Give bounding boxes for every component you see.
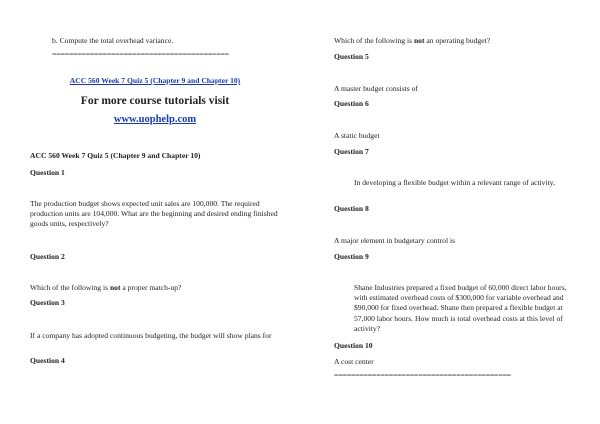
question-6-text: A static budget (334, 131, 380, 140)
compute-line: b. Compute the total overhead variance. (52, 36, 174, 45)
question-2-label: Question 2 (30, 252, 65, 261)
quiz-heading: ACC 560 Week 7 Quiz 5 (Chapter 9 and Chapter 10) (30, 151, 201, 160)
question-4-text-bold: not (413, 36, 425, 45)
separator-top: ========================================== (52, 50, 229, 59)
question-5-label: Question 5 (334, 52, 369, 61)
question-4-text-b: an operating budget? (424, 36, 491, 45)
question-6-label: Question 6 (334, 99, 369, 108)
question-4-text-a: Which of the following is (334, 36, 414, 45)
question-10-text: A cost center (334, 357, 374, 366)
question-8-label: Question 8 (334, 204, 369, 213)
question-5-text: A master budget consists of (334, 84, 418, 93)
course-link[interactable] (30, 76, 280, 86)
site-link-text[interactable]: www.uophelp.com (113, 114, 197, 125)
question-7-text: In developing a flexible budget within a relevant range of activity, (354, 178, 555, 187)
question-7-label: Question 7 (334, 147, 369, 156)
separator-bottom: ========================================== (334, 371, 511, 380)
question-9-text: Shane Industries prepared a fixed budget of 60,000 direct labor hours, with estimated overhead costs of $300,000 for variable overhead and $90,000 for fixed overhead. Shane then prepared a flexible budget at 57,000 labor hours. How much is total overhead costs at this level of activity? (354, 283, 567, 333)
visit-text: For more course tutorials visit (80, 95, 230, 107)
question-1-label: Question 1 (30, 168, 65, 177)
question-8-text: A major element in budgetary control is (334, 236, 456, 245)
site-link[interactable] (30, 115, 280, 125)
question-1-text: The production budget shows expected unit sales are 100,000. The required production units are 104,000. What are the beginning and desired ending finished goods units, respectively? (30, 199, 278, 229)
question-2-text (30, 283, 278, 293)
course-link-text[interactable]: ACC 560 Week 7 Quiz 5 (Chapter 9 and Chapter 10) (69, 76, 241, 85)
question-3-label: Question 3 (30, 298, 65, 307)
question-10-label: Question 10 (334, 341, 373, 350)
question-4-text (334, 36, 574, 46)
question-2-text-b: a proper match-up? (120, 283, 182, 292)
question-9-label: Question 9 (334, 252, 369, 261)
question-4-label: Question 4 (30, 356, 65, 365)
question-2-text-bold: not (109, 283, 121, 292)
question-2-text-a: Which of the following is (30, 283, 110, 292)
question-3-text: If a company has adopted continuous budgeting, the budget will show plans for (30, 331, 272, 340)
